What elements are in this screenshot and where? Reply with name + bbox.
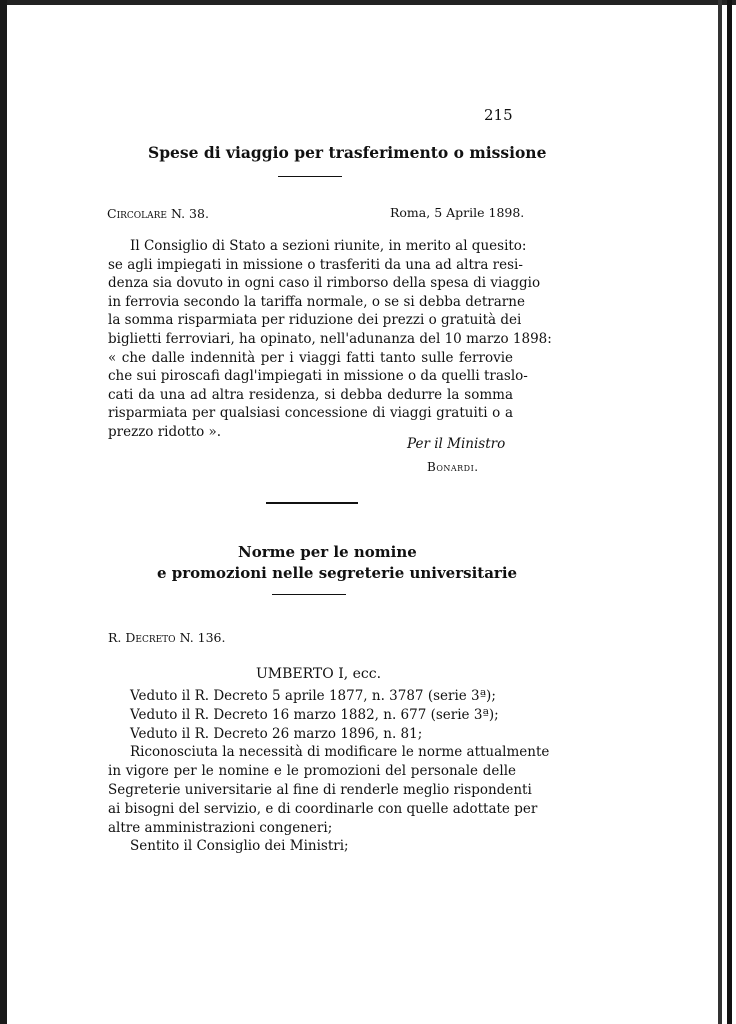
signature-line: Per il Ministro — [407, 436, 506, 452]
section-title-line2: e promozioni nelle segreterie universitarie — [157, 564, 518, 582]
section-title-travel-expenses: Spese di viaggio per trasferimento o missione — [148, 143, 547, 162]
body-line: risparmiata per qualsiasi concessione di viaggi gratuiti o a — [108, 405, 513, 422]
decree-king: UMBERTO I, ecc. — [256, 666, 382, 682]
scan-left-edge — [0, 0, 7, 1024]
scan-right-edge-outer — [727, 0, 732, 1024]
scan-top-edge — [0, 0, 736, 5]
title-underline-2 — [272, 594, 346, 595]
page-number: 215 — [484, 106, 513, 124]
body-line: in vigore per le nomine e le promozioni del personale delle — [108, 763, 516, 780]
decree-body — [108, 687, 550, 856]
body-line: cati da una ad altra residenza, si debba dedurre la somma — [108, 386, 513, 403]
body-line: altre amministrazioni congeneri; — [108, 819, 333, 836]
body-line: Il Consiglio di Stato a sezioni riunite, in merito al quesito: — [130, 238, 527, 254]
signature-name: Bonardi. — [427, 460, 479, 474]
body-line: Veduto il R. Decreto 26 marzo 1896, n. 81; — [130, 725, 423, 742]
body-line: Veduto il R. Decreto 16 marzo 1882, n. 677 (serie 3ª); — [130, 706, 499, 723]
body-line: Riconosciuta la necessità di modificare le norme attualmente — [130, 744, 550, 761]
decree-prefix: R. Decreto — [108, 630, 176, 645]
scan-right-edge — [718, 0, 722, 1024]
circolare-number: N. 38. — [170, 206, 209, 221]
body-line: « che dalle indennità per i viaggi fatti tanto sulle ferrovie — [108, 349, 513, 366]
circolare-date: Roma, 5 Aprile 1898. — [390, 205, 525, 220]
body-line: biglietti ferroviari, ha opinato, nell'adunanza del 10 marzo 1898: — [108, 330, 552, 347]
body-line: Segreterie universitarie al fine di renderle meglio rispondenti — [108, 781, 532, 798]
decree-label — [108, 630, 225, 645]
body-line: che sui piroscafi dagl'impiegati in missione o da quelli traslo- — [108, 368, 528, 385]
circolare-body — [108, 237, 552, 442]
title-underline — [278, 176, 342, 177]
section-divider — [266, 502, 358, 504]
body-line: se agli impiegati in missione o trasferiti da una ad altra resi- — [108, 256, 523, 273]
body-line: in ferrovia secondo la tariffa normale, o se si debba detrarne — [108, 293, 525, 310]
body-line: la somma risparmiata per riduzione dei prezzi o gratuità dei — [108, 312, 522, 329]
body-line: Veduto il R. Decreto 5 aprile 1877, n. 3787 (serie 3ª); — [130, 688, 496, 704]
circolare-prefix: Circolare — [107, 206, 167, 221]
circolare-label — [107, 206, 209, 221]
body-line: prezzo ridotto ». — [108, 423, 222, 440]
decree-number: N. 136. — [179, 630, 226, 645]
section-title-line1: Norme per le nomine — [238, 543, 417, 561]
body-line: denza sia dovuto in ogni caso il rimborso della spesa di viaggio — [108, 275, 541, 292]
body-line: ai bisogni del servizio, e di coordinarle con quelle adottate per — [108, 800, 538, 817]
body-line: Sentito il Consiglio dei Ministri; — [130, 838, 349, 855]
